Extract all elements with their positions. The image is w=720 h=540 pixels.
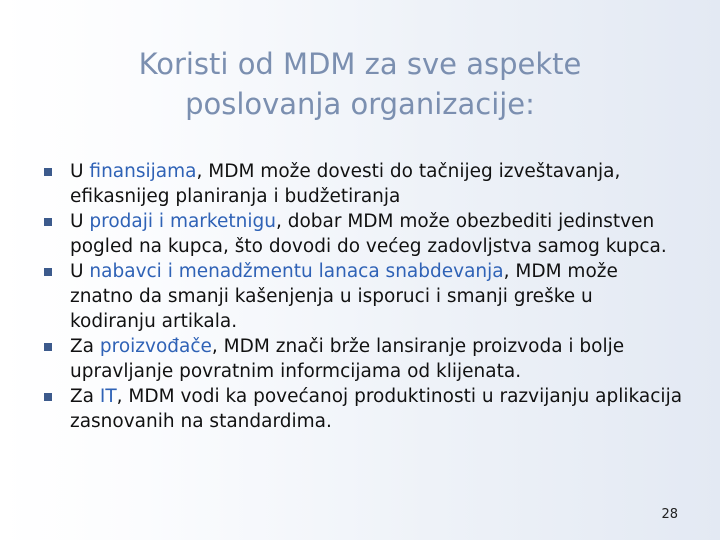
bullet-prefix: U — [70, 211, 90, 232]
bullet-prefix: Za — [70, 336, 100, 357]
bullet-item-manufacturers — [44, 334, 684, 384]
bullet-item-finance — [44, 159, 684, 209]
slide-title-line-1: Koristi od MDM za sve aspekte — [138, 47, 582, 81]
bullet-list — [44, 159, 684, 434]
page-number: 28 — [661, 507, 678, 522]
bullet-highlight: proizvođače — [99, 336, 212, 357]
bullet-prefix: Za — [70, 386, 100, 407]
bullet-highlight: IT — [99, 386, 117, 407]
square-bullet-icon — [44, 168, 52, 176]
bullet-highlight: prodaji i marketnigu — [89, 211, 276, 232]
bullet-text: , MDM može dovesti do tačnijeg izveštavanja, efikasnijeg planiranja i budžetiranja — [70, 161, 621, 207]
bullet-prefix: U — [70, 161, 90, 182]
slide-title — [60, 44, 660, 124]
bullet-item-sales-marketing — [44, 209, 684, 259]
square-bullet-icon — [44, 268, 52, 276]
bullet-prefix: U — [70, 261, 90, 282]
bullet-text: , MDM vodi ka povećanoj produktinosti u razvijanju aplikacija zasnovanih na standardima. — [70, 386, 683, 432]
bullet-highlight: nabavci i menadžmentu lanaca snabdevanja — [89, 261, 504, 282]
bullet-item-it — [44, 384, 684, 434]
bullet-text: , MDM može znatno da smanji kašenjenja u isporuci i smanji greške u kodiranju artikala. — [70, 261, 618, 332]
bullet-highlight: finansijama — [89, 161, 197, 182]
square-bullet-icon — [44, 218, 52, 226]
square-bullet-icon — [44, 343, 52, 351]
bullet-text: , MDM znači brže lansiranje proizvoda i bolje upravljanje povratnim informcijama od klijenata. — [70, 336, 625, 382]
bullet-text: , dobar MDM može obezbediti jedinstven pogled na kupca, što dovodi do većeg zadovljstva samog kupca. — [70, 211, 667, 257]
square-bullet-icon — [44, 393, 52, 401]
slide-title-line-2: poslovanja organizacije: — [185, 87, 535, 121]
bullet-item-supply-chain — [44, 259, 684, 334]
